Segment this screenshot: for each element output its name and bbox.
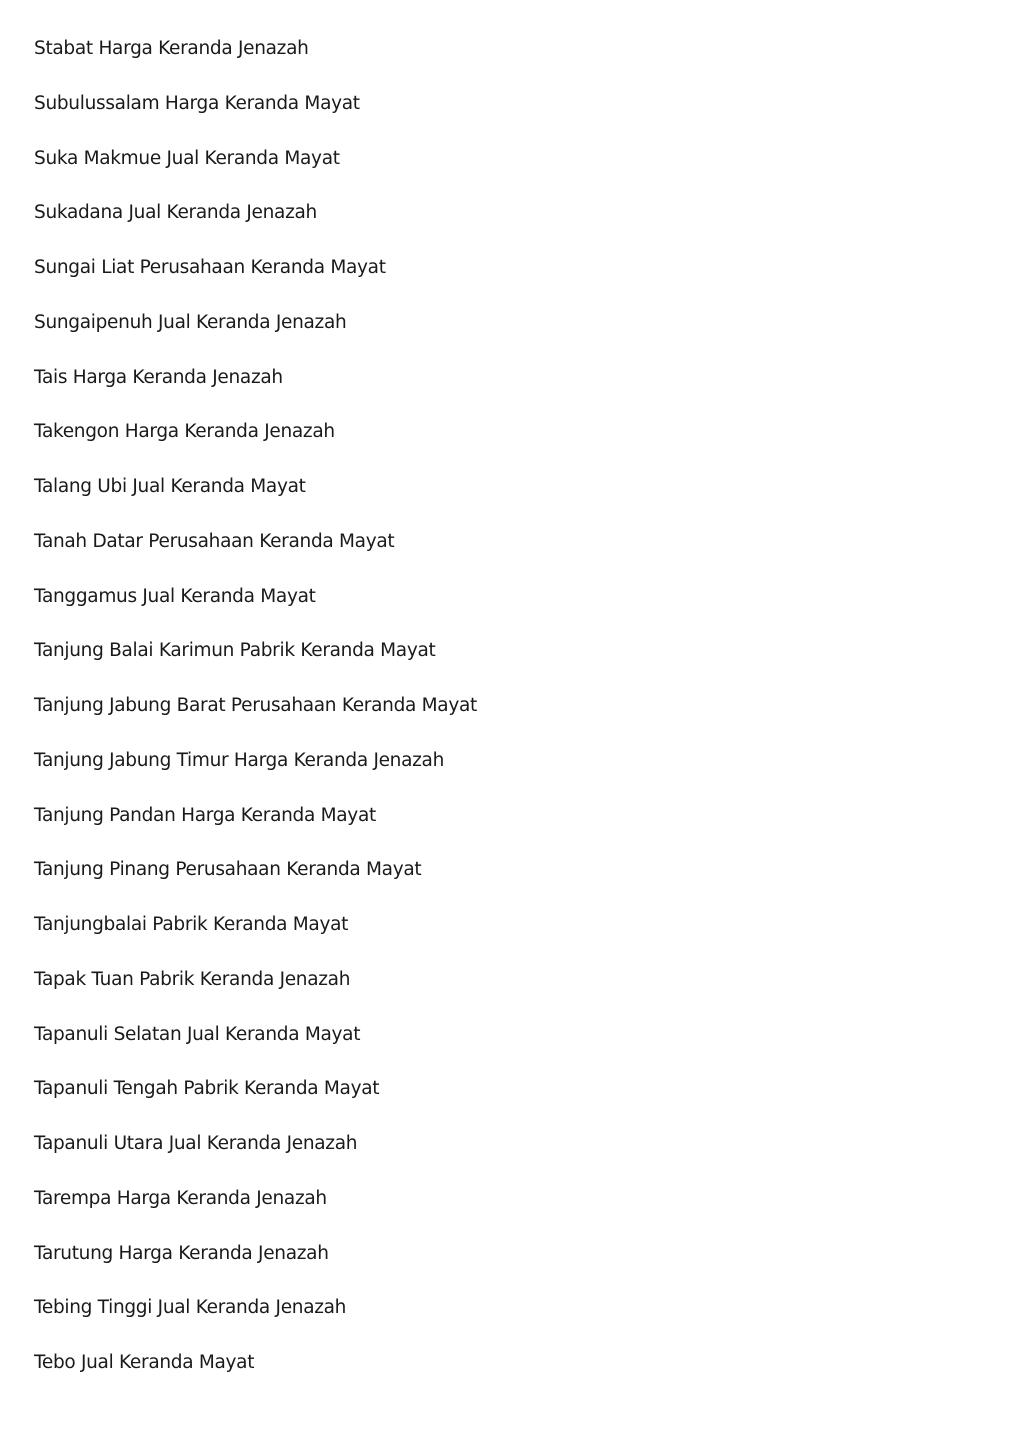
list-item[interactable]: Tais Harga Keranda Jenazah [34,366,283,388]
list-item[interactable]: Suka Makmue Jual Keranda Mayat [34,147,340,169]
list-item[interactable]: Takengon Harga Keranda Jenazah [34,421,335,443]
list-item[interactable]: Tanjung Jabung Barat Perusahaan Keranda Mayat [34,695,477,716]
list-item[interactable]: Tanggamus Jual Keranda Mayat [34,585,316,607]
list-item[interactable]: Tapanuli Utara Jual Keranda Jenazah [34,1133,358,1154]
list-item[interactable]: Stabat Harga Keranda Jenazah [34,38,309,59]
list-item[interactable]: Tanjung Pinang Perusahaan Keranda Mayat [34,859,422,881]
location-link-list [34,35,477,1404]
list-item[interactable]: Tanjung Jabung Timur Harga Keranda Jenazah [34,749,445,771]
list-item[interactable]: Tanah Datar Perusahaan Keranda Mayat [34,530,395,552]
list-item[interactable]: Tarutung Harga Keranda Jenazah [34,1242,329,1264]
list-item[interactable]: Subulussalam Harga Keranda Mayat [34,92,360,114]
list-item[interactable]: Tanjung Balai Karimun Pabrik Keranda Mayat [34,640,436,662]
list-item[interactable]: Sukadana Jual Keranda Jenazah [34,202,317,224]
list-item[interactable]: Tapanuli Tengah Pabrik Keranda Mayat [34,1078,380,1100]
list-item[interactable]: Tapanuli Selatan Jual Keranda Mayat [34,1023,361,1045]
list-item[interactable]: Tebo Jual Keranda Mayat [34,1352,255,1373]
list-item[interactable]: Sungaipenuh Jual Keranda Jenazah [34,311,347,333]
list-item[interactable]: Talang Ubi Jual Keranda Mayat [34,476,306,497]
list-item[interactable]: Tarempa Harga Keranda Jenazah [34,1187,327,1209]
list-item[interactable]: Tapak Tuan Pabrik Keranda Jenazah [34,968,351,990]
list-item[interactable]: Tebing Tinggi Jual Keranda Jenazah [34,1297,347,1319]
list-item[interactable]: Tanjungbalai Pabrik Keranda Mayat [34,914,349,935]
list-item[interactable]: Sungai Liat Perusahaan Keranda Mayat [34,257,386,278]
list-item[interactable]: Tanjung Pandan Harga Keranda Mayat [34,804,376,826]
